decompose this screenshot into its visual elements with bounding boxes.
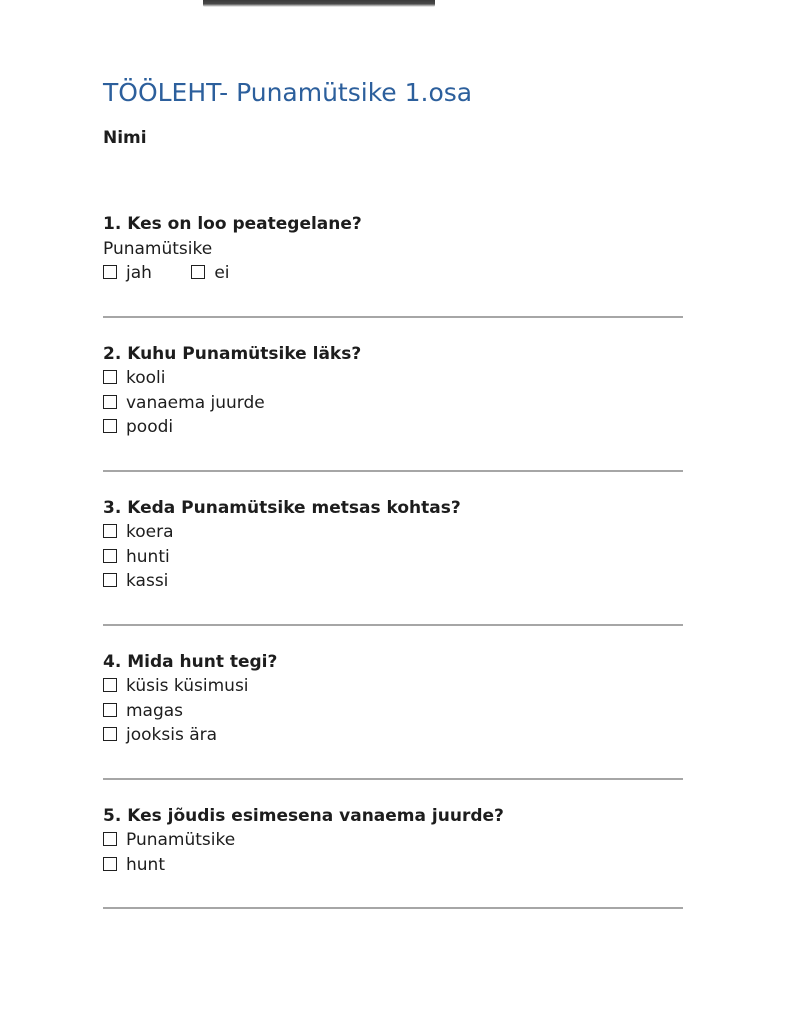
checkbox-icon[interactable] [103, 727, 117, 741]
question-5-title: 5. Kes jõudis esimesena vanaema juurde? [103, 805, 504, 826]
checkbox-icon[interactable] [103, 832, 117, 846]
option-label: jah [126, 263, 152, 283]
option-hunti[interactable] [103, 545, 683, 570]
checkbox-icon[interactable] [103, 370, 117, 384]
option-label: hunti [126, 546, 170, 567]
question-block-5 [103, 804, 683, 910]
checkbox-icon[interactable] [103, 524, 117, 538]
checkbox-icon[interactable] [103, 857, 117, 871]
question-4-title: 4. Mida hunt tegi? [103, 651, 278, 672]
checkbox-icon[interactable] [103, 549, 117, 563]
option-kooli[interactable] [103, 366, 683, 391]
option-vanaema-juurde[interactable] [103, 391, 683, 416]
section-divider [103, 624, 683, 626]
name-label: Nimi [103, 128, 147, 148]
option-label: jooksis ära [126, 725, 218, 745]
option-punamutsike[interactable] [103, 828, 683, 853]
option-kusis-kusimusi[interactable] [103, 674, 683, 699]
checkbox-icon[interactable] [103, 573, 117, 587]
section-divider [103, 470, 683, 472]
option-label: poodi [126, 417, 174, 437]
section-divider [103, 778, 683, 780]
question-1-answer-note: Punamütsike [103, 238, 213, 259]
option-hunt[interactable] [103, 853, 683, 878]
option-jooksis-ara[interactable] [103, 723, 683, 748]
checkbox-icon[interactable] [191, 265, 205, 279]
question-block-1 [103, 212, 683, 318]
section-divider [103, 316, 683, 318]
option-kassi[interactable] [103, 569, 683, 594]
question-block-3 [103, 496, 683, 626]
option-label: kassi [126, 571, 169, 591]
option-label: magas [126, 700, 184, 721]
question-3-title: 3. Keda Punamütsike metsas kohtas? [103, 497, 461, 518]
option-label: koera [126, 522, 174, 542]
option-jah[interactable] [103, 261, 152, 286]
checkbox-icon[interactable] [103, 703, 117, 717]
checkbox-icon[interactable] [103, 678, 117, 692]
option-label: küsis küsimusi [126, 676, 249, 696]
question-1-title: 1. Kes on loo peategelane? [103, 214, 362, 234]
option-label: ei [214, 263, 230, 283]
option-poodi[interactable] [103, 415, 683, 440]
checkbox-icon[interactable] [103, 395, 117, 409]
section-divider [103, 907, 683, 909]
option-label: Punamütsike [126, 830, 236, 850]
option-label: kooli [126, 368, 166, 388]
question-1-options [103, 261, 683, 286]
worksheet-content [103, 0, 683, 933]
option-koera[interactable] [103, 520, 683, 545]
question-2-title: 2. Kuhu Punamütsike läks? [103, 343, 362, 364]
checkbox-icon[interactable] [103, 419, 117, 433]
option-label: hunt [126, 854, 165, 875]
option-magas[interactable] [103, 699, 683, 724]
option-label: vanaema juurde [126, 392, 265, 413]
checkbox-icon[interactable] [103, 265, 117, 279]
question-block-4 [103, 650, 683, 780]
page-title: TÖÖLEHT- Punamütsike 1.osa [103, 78, 473, 107]
option-ei[interactable] [191, 261, 229, 286]
question-block-2 [103, 342, 683, 472]
